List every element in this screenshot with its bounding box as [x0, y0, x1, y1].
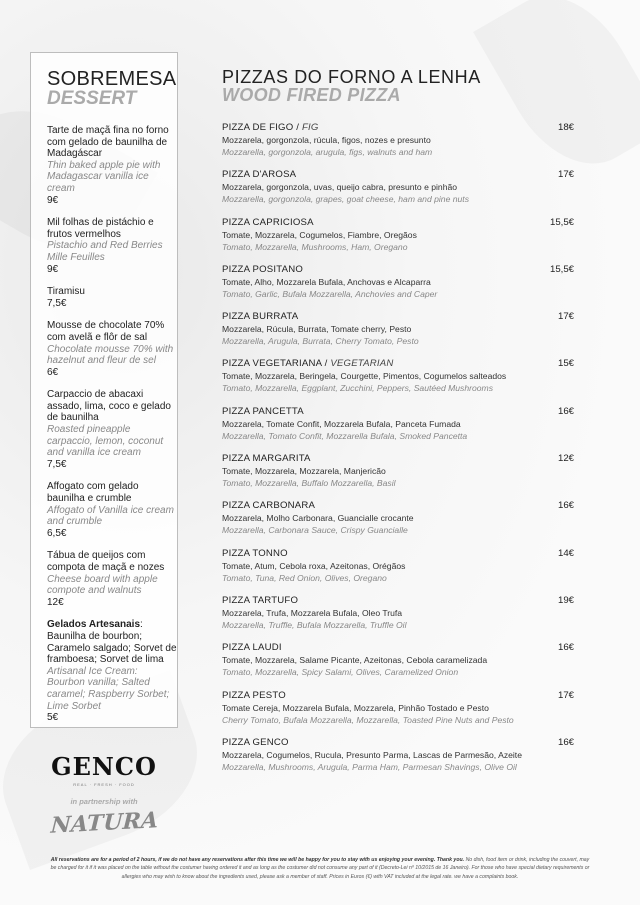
pizza-ingredients-en: Mozzarella, Truffle, Bufala Mozzarella, Truffle Oil: [222, 619, 407, 630]
pizza-ingredients: Mozzarela, Cogumelos, Rucula, Presunto Parma, Lascas de Parmesão, Azeite: [222, 749, 522, 760]
dessert-name: Tiramisu: [47, 286, 85, 298]
pizza-item: PIZZA VEGETARIANA / VEGETARIAN 15€ Tomate, Mozzarela, Beringela, Courgette, Pimentos, Cogumelos salteados Tomato, Mozzarella, Eggplant, Zucchini, Peppers, Sautéed Mushrooms: [222, 358, 574, 394]
pizza-ingredients: Mozzarela, gorgonzola, uvas, queijo cabra, presunto e pinhão: [222, 182, 458, 193]
pizza-ingredients-en: Mozzarella, Arugula, Burrata, Cherry Tomato, Pesto: [222, 336, 419, 347]
dessert-price: 7,5€: [47, 458, 67, 470]
pizza-item: [222, 737, 574, 784]
pizza-ingredients-en: Mozzarella, Tomato Confit, Mozzarella Bufala, Smoked Pancetta: [222, 430, 468, 441]
dessert-panel: [30, 52, 178, 728]
pizza-ingredients-en: Tomato, Mozzarella, Mushrooms, Ham, Oregano: [222, 241, 408, 252]
dessert-name-en: Chocolate mousse 70% with hazelnut and fleur de sel: [47, 343, 174, 367]
pizza-item: [222, 548, 574, 595]
footer-note: All reservations are for a period of 2 hours, if we do not have any reservations after this time we will be happy for you to stay with us enjoying your evening. Thank you. No dish, food item or drink, including the couvert, may be charged for it if it was placed on the table without the costumer having ordered it and as long as the costumer did not consume any part of it (Decreto-Lei nº 10/2015 de 16 Janeiro). For those who have special dietary requirements or allergies who may wish to know about the ingredients used, please ask a member of staff. Prices in Euros (€) with VAT included at the legal rate. we have a complaints book.: [50, 857, 590, 880]
pizza-price: 17€: [557, 169, 574, 181]
pizza-name: PIZZA CAPRICIOSA: [222, 216, 314, 228]
pizza-ingredients: Mozzarela, Molho Carbonara, Guancialle crocante: [222, 513, 414, 524]
brand-block: [30, 752, 178, 839]
pizza-ingredients: Mozzarela, gorgonzola, rúcula, figos, nozes e presunto: [222, 135, 431, 145]
pizza-item: [222, 311, 574, 358]
dessert-name: Tábua de queijos com compota de maçã e nozes: [47, 550, 165, 573]
pizza-ingredients: Tomate, Mozzarela, Cogumelos, Fiambre, Oregãos: [222, 229, 417, 240]
dessert-price: 9€: [47, 263, 59, 275]
pizza-item: [222, 264, 574, 311]
dessert-name-en: Thin baked apple pie with Madagascar vanilla ice cream: [47, 159, 161, 194]
pizza-name: PIZZA VEGETARIANA: [222, 358, 322, 370]
pizza-name: PIZZA PESTO: [222, 689, 286, 701]
dessert-name: Tarte de maçã fina no forno com gelado de baunilha de Madagáscar: [47, 125, 169, 160]
pizza-list: [222, 122, 574, 784]
pizza-ingredients: Tomate, Mozzarela, Salame Picante, Azeitonas, Cebola caramelizada: [222, 655, 488, 666]
pizza-name: PIZZA MARGARITA: [222, 453, 311, 465]
pizza-ingredients-en: Tomato, Mozzarella, Buffalo Mozzarella, Basil: [222, 478, 396, 489]
dessert-name-en: Cheese board with apple compote and walnuts: [47, 573, 158, 597]
dessert-item-icecream: Gelados Artesanais: Baunilha de bourbon; Caramelo salgado; Sorvet de framboesa; Sorvet de lima Artisanal Ice Cream: Bourbon vanilla; Salted caramel; Raspberry Sorbet; Lime Sorbet 5€: [47, 619, 177, 724]
pizza-ingredients: Mozzarela, Tomate Confit, Mozzarela Bufala, Panceta Fumada: [222, 418, 461, 429]
pizza-title: PIZZAS DO FORNO A LENHA: [222, 67, 481, 87]
pizza-ingredients: Tomate, Alho, Mozzarela Bufala, Anchovas e Alcaparra: [222, 276, 431, 287]
pizza-ingredients-en: Mozzarella, Mushrooms, Arugula, Parma Ham, Parmesan Shavings, Olive Oil: [222, 761, 517, 772]
pizza-ingredients-en: Mozzarella, gorgonzola, arugula, figs, walnuts and ham: [222, 147, 433, 157]
pizza-ingredients: Mozzarela, Trufa, Mozzarela Bufala, Oleo Trufa: [222, 607, 403, 618]
dessert-item: [47, 125, 177, 206]
pizza-ingredients-en: Tomato, Mozzarella, Eggplant, Zucchini, Peppers, Sautéed Mushrooms: [222, 383, 494, 394]
dessert-item: [47, 389, 177, 470]
pizza-ingredients-en: Tomato, Mozzarella, Spicy Salami, Olives, Caramelized Onion: [222, 667, 459, 678]
partnership-text: in partnership with: [70, 797, 138, 806]
pizza-price: 19€: [557, 594, 574, 606]
pizza-price: 15€: [557, 358, 574, 370]
pizza-ingredients-en: Mozzarella, Carbonara Sauce, Crispy Guancialle: [222, 525, 408, 536]
pizza-name: PIZZA PANCETTA: [222, 405, 304, 417]
pizza-ingredients: Tomate, Mozzarela, Beringela, Courgette, Pimentos, Cogumelos salteados: [222, 371, 507, 382]
dessert-item: [47, 481, 177, 539]
dessert-item: [47, 320, 177, 378]
dessert-price: 6€: [47, 366, 59, 378]
pizza-item: [222, 595, 574, 642]
pizza-item: PIZZA DE FIGO / FIG 18€ Mozzarela, gorgonzola, rúcula, figos, nozes e presunto Mozzarella, gorgonzola, arugula, figs, walnuts and ham: [222, 122, 574, 157]
pizza-item: [222, 217, 574, 264]
pizza-item: [222, 500, 574, 547]
dessert-item: [47, 217, 177, 275]
pizza-ingredients: Tomate Cereja, Mozzarela Bufala, Mozzarela, Pinhão Tostado e Pesto: [222, 702, 489, 713]
pizza-ingredients-en: Cherry Tomato, Bufala Mozzarella, Mozzarella, Toasted Pine Nuts and Pesto: [222, 714, 514, 725]
pizza-price: 12€: [557, 453, 574, 465]
pizza-price: 17€: [557, 689, 574, 701]
genco-tagline: REAL · FRESH · FOOD: [73, 782, 135, 787]
pizza-price: 16€: [557, 642, 574, 654]
dessert-name-en: Roasted pineapple carpaccio, lemon, coconut and vanilla ice cream: [47, 424, 164, 459]
dessert-item: [47, 550, 177, 608]
pizza-name: PIZZA CARBONARA: [222, 500, 316, 512]
pizza-name-en: FIG: [301, 122, 319, 133]
pizza-price: 15,5€: [549, 263, 574, 275]
dessert-item: [47, 286, 177, 309]
pizza-ingredients: Tomate, Mozzarela, Mozzarela, Manjericão: [222, 466, 386, 477]
pizza-price: 14€: [557, 547, 574, 559]
pizza-name: PIZZA LAUDI: [222, 642, 282, 654]
dessert-name: Carpaccio de abacaxi assado, lima, coco e gelado de baunilha: [47, 389, 171, 424]
pizza-name: PIZZA D'AROSA: [222, 169, 297, 181]
pizza-name: PIZZA DE FIGO: [222, 122, 294, 133]
pizza-price: 15,5€: [549, 216, 574, 228]
dessert-price: 12€: [47, 596, 64, 608]
pizza-name: PIZZA TONNO: [222, 547, 288, 559]
pizza-ingredients: Tomate, Atum, Cebola roxa, Azeitonas, Orégãos: [222, 560, 406, 571]
pizza-price: 16€: [557, 736, 574, 748]
pizza-name: PIZZA BURRATA: [222, 311, 299, 323]
pizza-item: [222, 169, 574, 216]
pizza-ingredients-en: Tomato, Tuna, Red Onion, Olives, Oregano: [222, 572, 387, 583]
pizza-item: [222, 453, 574, 500]
genco-logo: GENCO: [51, 752, 157, 781]
pizza-ingredients-en: Mozzarella, gorgonzola, grapes, goat cheese, ham and pine nuts: [222, 194, 469, 205]
dessert-name: Mil folhas de pistáchio e frutos vermelhos: [47, 217, 154, 240]
pizza-name: PIZZA TARTUFO: [222, 594, 299, 606]
pizza-item: [222, 406, 574, 453]
dessert-price: 6,5€: [47, 527, 67, 539]
pizza-price: 16€: [557, 500, 574, 512]
dessert-name-en: Affogato of Vanilla ice cream and crumble: [47, 504, 174, 528]
pizza-item: [222, 642, 574, 689]
dessert-name: Mousse de chocolate 70% com avelã e flôr de sal: [47, 320, 165, 343]
pizza-price: 17€: [557, 311, 574, 323]
dessert-title: SOBREMESA: [47, 68, 177, 90]
dessert-price: 9€: [47, 194, 59, 206]
pizza-header: [222, 68, 574, 104]
pizza-name-en: VEGETARIAN: [330, 358, 394, 370]
dessert-name: Affogato com gelado baunilha e crumble: [47, 481, 139, 505]
pizza-price: 18€: [557, 122, 574, 133]
pizza-ingredients-en: Tomato, Garlic, Bufala Mozzarella, Anchovies and Caper: [222, 288, 438, 299]
dessert-subtitle: DESSERT: [47, 88, 137, 109]
pizza-item: [222, 690, 574, 737]
pizza-name: PIZZA GENCO: [222, 736, 289, 748]
pizza-ingredients: Mozzarela, Rúcula, Burrata, Tomate cherry, Pesto: [222, 324, 412, 335]
dessert-price: 7,5€: [47, 297, 67, 309]
pizza-subtitle: WOOD FIRED PIZZA: [222, 85, 401, 105]
pizza-price: 16€: [557, 405, 574, 417]
dessert-name-en: Pistachio and Red Berries Mille Feuilles: [47, 240, 163, 263]
natura-logo: NATURA: [49, 807, 159, 839]
pizza-name: PIZZA POSITANO: [222, 263, 303, 275]
